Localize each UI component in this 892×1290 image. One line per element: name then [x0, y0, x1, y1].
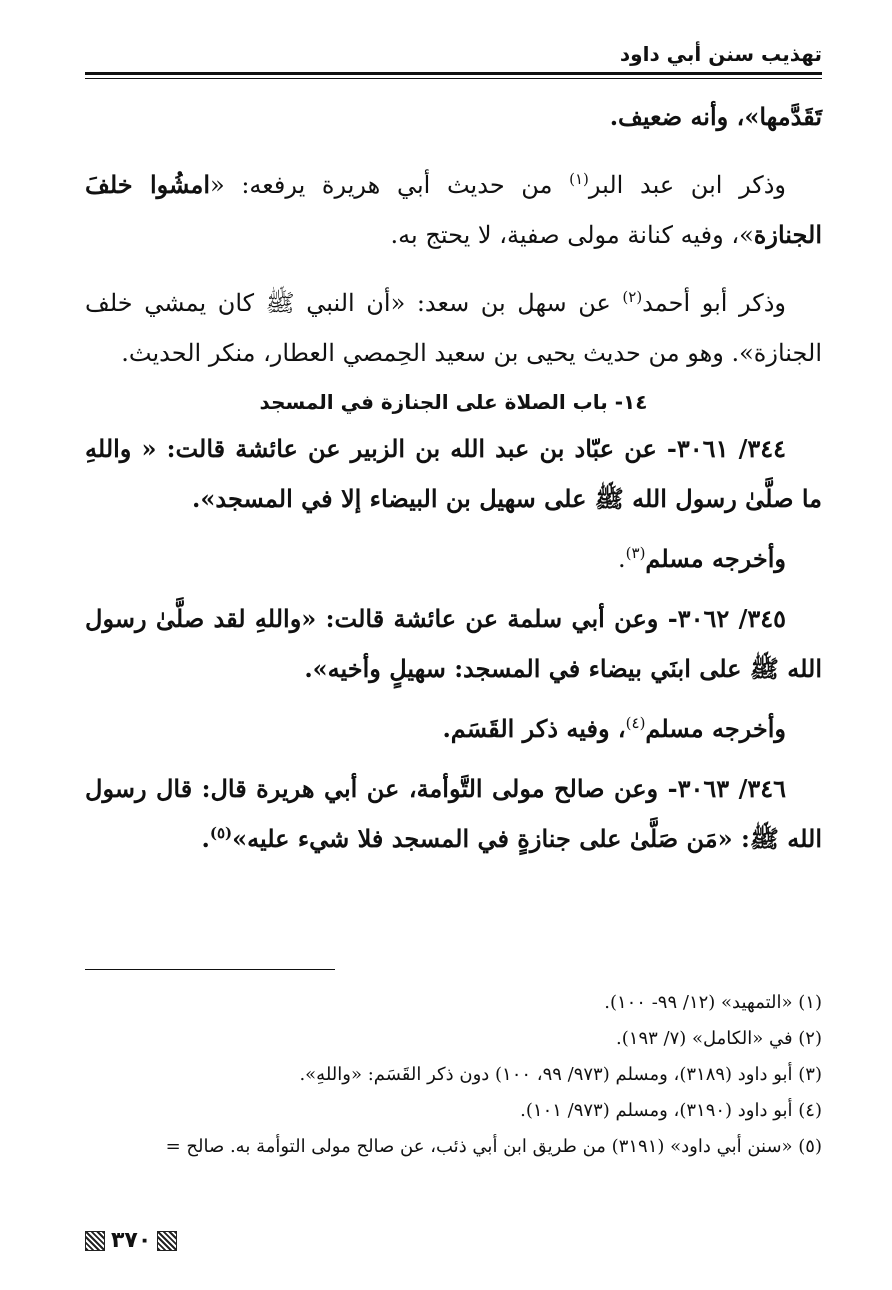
footnotes [85, 985, 822, 1165]
hadith-344-source [85, 534, 822, 584]
footnote-1: (١) «التمهيد» (١٢/ ٩٩- ١٠٠). [604, 992, 822, 1013]
footnote-2: (٢) في «الكامل» (٧/ ١٩٣). [616, 1028, 822, 1049]
book-title: تهذيب سنن أبي داود [619, 42, 822, 66]
hadith-344: ٣٤٤/ ٣٠٦١- عن عبّاد بن عبد الله بن الزبير عن عائشة قالت: « واللهِ ما صلَّىٰ رسول الله ﷺ على سهيل بن البيضاء إلا في المسجد». [85, 434, 822, 513]
h3-end: . [201, 824, 210, 853]
ornament-icon [157, 1231, 177, 1251]
p2-a: وذكر ابن عبد البر [588, 171, 787, 199]
p3-b: عن سهل بن سعد: «أن النبي ﷺ كان يمشي خلف الجنازة». وهو من حديث يحيى بن سعيد الحِمصي العطار، منكر الحديث. [85, 289, 822, 367]
hadith-345-source [85, 704, 822, 754]
h2-out-b: ، وفيه ذكر القَسَم. [442, 714, 626, 743]
hadith-345: ٣٤٥/ ٣٠٦٢- وعن أبي سلمة عن عائشة قالت: «واللهِ لقد صلَّىٰ رسول الله ﷺ على ابنَي بيضاء في المسجد: سهيلٍ وأخيه». [85, 604, 822, 683]
p3-a: وذكر أبو أحمد [642, 289, 786, 317]
footnote-separator [85, 969, 335, 970]
h2-out-a: وأخرجه مسلم [645, 714, 786, 743]
paragraph-3 [85, 278, 822, 378]
p1-text: تَقَدَّمها»، وأنه ضعيف. [609, 102, 822, 131]
footnote-ref-5[interactable]: (٥) [209, 824, 233, 842]
footnote-ref-1[interactable]: (١) [569, 170, 589, 188]
header-rule-thin [85, 78, 822, 79]
p2-c: »، وفيه كنانة مولى صفية، لا يحتج به. [390, 221, 754, 249]
footnote-ref-3[interactable]: (٣) [625, 544, 646, 562]
footnote-3: (٣) أبو داود (٣١٨٩)، ومسلم (٩٧٣/ ٩٩، ١٠٠) دون ذكر القَسَم: «واللهِ». [299, 1064, 822, 1085]
h1-out-b: . [618, 545, 626, 573]
header-rule-thick [85, 72, 822, 75]
main-text [85, 92, 822, 864]
paragraph-1 [85, 92, 822, 142]
hadith-346 [85, 764, 822, 864]
p2-bold: امشُوا خلفَ الجنازة [85, 170, 822, 249]
paragraph-2 [85, 160, 822, 260]
h3-text: ٣٤٦/ ٣٠٦٣- وعن صالح مولى التَّوأمة، عن أبي هريرة قال: قال رسول الله ﷺ: «مَن صَلَّىٰ على جنازةٍ في المسجد فلا شيء عليه» [85, 774, 822, 853]
footnote-ref-4[interactable]: (٤) [625, 714, 646, 732]
chapter-heading: ١٤- باب الصلاة على الجنازة في المسجد [259, 390, 648, 414]
ornament-icon [85, 1231, 105, 1251]
page-number-block [85, 1228, 177, 1253]
running-header [85, 40, 822, 74]
h1-out-a: وأخرجه مسلم [645, 544, 786, 573]
page-number: ٣٧٠ [111, 1228, 152, 1253]
footnote-5: (٥) «سنن أبي داود» (٣١٩١) من طريق ابن أبي ذئب، عن صالح مولى التوأمة به. صالح = [165, 1136, 822, 1157]
p2-b: من حديث أبي هريرة يرفعه: « [210, 171, 570, 199]
footnote-ref-2[interactable]: (٢) [622, 288, 643, 306]
footnote-4: (٤) أبو داود (٣١٩٠)، ومسلم (٩٧٣/ ١٠١). [520, 1100, 822, 1121]
